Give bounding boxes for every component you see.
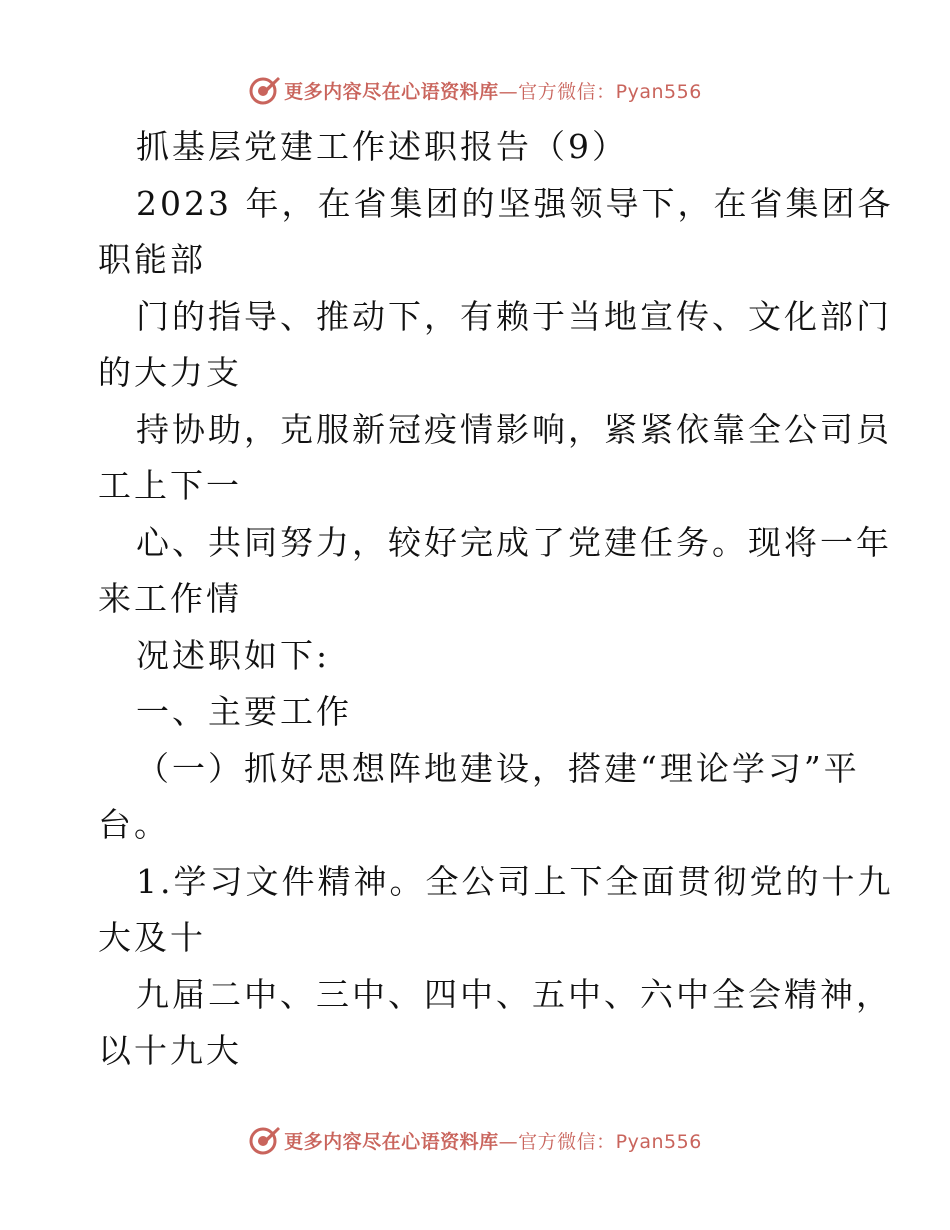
paragraph-line: 职能部 xyxy=(98,240,206,279)
header-watermark xyxy=(0,70,950,110)
watermark-contact: 官方微信：Pyan556 xyxy=(518,80,702,103)
footer-watermark xyxy=(0,1120,950,1160)
pen-nib-circle-icon xyxy=(248,73,282,107)
paragraph-line: 心、共同努力，较好完成了党建任务。现将一年 xyxy=(136,522,892,562)
paragraph-line: 工上下一 xyxy=(98,466,242,505)
watermark-contact: 官方微信：Pyan556 xyxy=(518,1130,702,1153)
watermark-brand: 更多内容尽在心语资料库 xyxy=(284,1130,499,1153)
subsection-heading: （一）抓好思想阵地建设，搭建“理论学习”平 xyxy=(136,748,860,788)
watermark-separator: — xyxy=(498,80,519,103)
paragraph-line: 持协助，克服新冠疫情影响，紧紧依靠全公司员 xyxy=(136,409,892,449)
paragraph-line: 台。 xyxy=(98,805,170,844)
paragraph-line: 况述职如下: xyxy=(136,635,331,675)
paragraph-line: 的大力支 xyxy=(98,353,242,392)
paragraph-line: 大及十 xyxy=(98,918,206,957)
paragraph-line: 来工作情 xyxy=(98,579,242,618)
watermark-brand: 更多内容尽在心语资料库 xyxy=(284,80,499,103)
paragraph-line: 1.学习文件精神。全公司上下全面贯彻党的十九 xyxy=(136,861,894,901)
document-title: 抓基层党建工作述职报告（9） xyxy=(136,127,628,166)
watermark-text xyxy=(284,1127,702,1154)
watermark-text xyxy=(284,77,702,104)
watermark-separator: — xyxy=(498,1130,519,1153)
paragraph-line: 2023 年，在省集团的坚强领导下，在省集团各 xyxy=(136,183,894,223)
paragraph-line: 以十九大 xyxy=(98,1031,242,1070)
section-heading: 一、主要工作 xyxy=(136,692,352,731)
pen-nib-circle-icon xyxy=(248,1123,282,1157)
paragraph-line: 门的指导、推动下，有赖于当地宣传、文化部门 xyxy=(136,296,892,336)
paragraph-line: 九届二中、三中、四中、五中、六中全会精神， xyxy=(136,974,892,1014)
document-body xyxy=(98,119,894,1080)
